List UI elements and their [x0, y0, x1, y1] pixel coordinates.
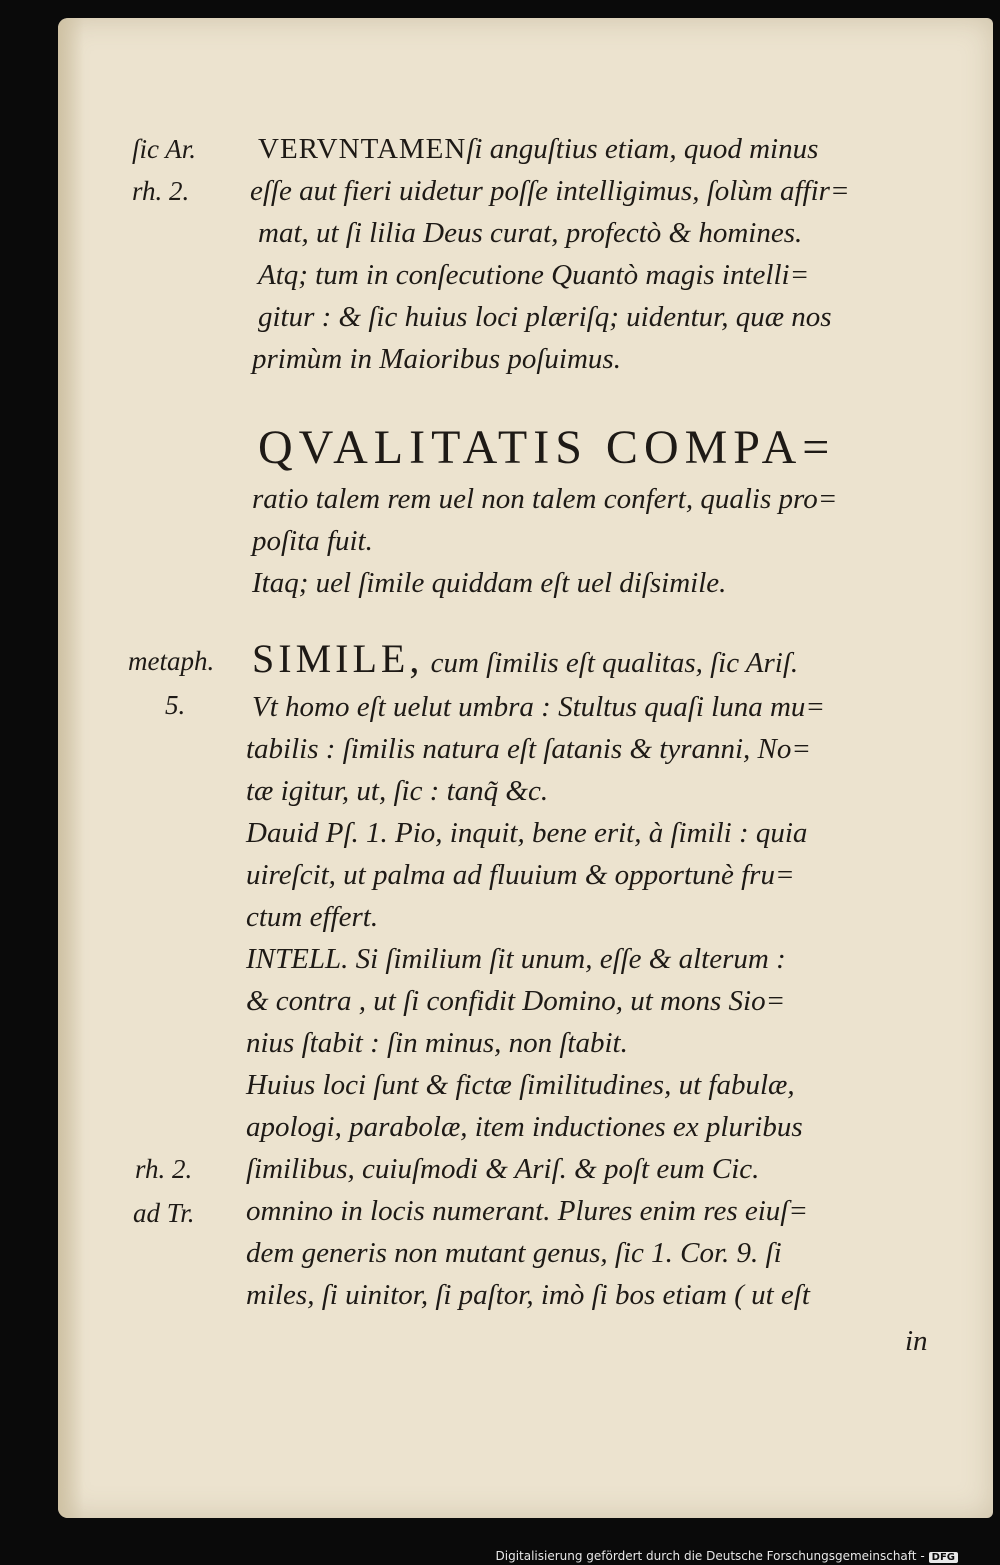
- text-line: & contra , ut ſi confidit Domino, ut mons Sio=: [246, 985, 786, 1017]
- text-line: eſſe aut fieri uidetur poſſe intelligimus, ſolùm affir=: [250, 175, 850, 207]
- text-line: INTELL. Si ſimilium ſit unum, eſſe & alterum :: [246, 943, 786, 975]
- text-line: ctum effert.: [246, 901, 379, 933]
- margin-note: rh. 2.: [135, 1154, 193, 1184]
- text-line: poſita fuit.: [252, 525, 373, 557]
- digitization-credit: [496, 1549, 959, 1563]
- margin-note: metaph.: [128, 646, 215, 676]
- margin-note: rh. 2.: [132, 176, 190, 206]
- text-line: Dauid Pſ. 1. Pio, inquit, bene erit, à ſimili : quia: [246, 817, 808, 849]
- text-line: gitur : & ſic huius loci plæriſq; uidentur, quæ nos: [258, 301, 832, 333]
- text-line: ſimilibus, cuiuſmodi & Ariſ. & poſt eum Cic.: [246, 1153, 760, 1185]
- text-line: Huius loci ſunt & fictæ ſimilitudines, ut fabulæ,: [246, 1069, 795, 1101]
- margin-note: ad Tr.: [133, 1198, 195, 1228]
- text-line: tæ igitur, ut, ſic : tanq̃ &c.: [246, 775, 549, 807]
- dfg-logo-icon: DFG: [929, 1552, 958, 1563]
- text-line: apologi, parabolæ, item inductiones ex pluribus: [246, 1111, 803, 1143]
- text-line: uireſcit, ut palma ad fluuium & opportunè fru=: [246, 859, 795, 891]
- text-line: mat, ut ſi lilia Deus curat, profectò & homines.: [258, 217, 803, 249]
- text-line: miles, ſi uinitor, ſi paſtor, imò ſi bos etiam ( ut eſt: [246, 1279, 810, 1311]
- text-line: [252, 638, 798, 684]
- lead-word: SIMILE,: [252, 636, 424, 681]
- page-gutter-shadow: [58, 18, 84, 1518]
- lead-word: VERVNTAMEN: [258, 133, 467, 165]
- text-line: Atq; tum in conſecutione Quantò magis intelli=: [258, 259, 810, 291]
- text-line: Vt homo eſt uelut umbra : Stultus quaſi luna mu=: [252, 691, 825, 723]
- text-line: [258, 128, 818, 170]
- section-heading: QVALITATIS COMPA=: [258, 421, 836, 474]
- credit-text: Digitalisierung gefördert durch die Deutsche Forschungsgemeinschaft -: [495, 1549, 925, 1563]
- text-line: Itaq; uel ſimile quiddam eſt uel diſsimile.: [252, 567, 727, 599]
- margin-note: ſic Ar.: [132, 134, 197, 164]
- line-rest: ſi anguſtius etiam, quod minus: [466, 133, 819, 165]
- text-line: omnino in locis numerant. Plures enim res eiuſ=: [246, 1195, 808, 1227]
- line-rest: cum ſimilis eſt qualitas, ſic Ariſ.: [430, 647, 799, 679]
- text-line: primùm in Maioribus poſuimus.: [252, 343, 621, 375]
- text-line: ratio talem rem uel non talem confert, qualis pro=: [252, 483, 838, 515]
- catchword: in: [905, 1325, 928, 1357]
- text-line: tabilis : ſimilis natura eſt ſatanis & tyranni, No=: [246, 733, 811, 765]
- text-line: dem generis non mutant genus, ſic 1. Cor. 9. ſi: [246, 1237, 782, 1269]
- margin-note: 5.: [165, 690, 186, 720]
- text-line: nius ſtabit : ſin minus, non ſtabit.: [246, 1027, 628, 1059]
